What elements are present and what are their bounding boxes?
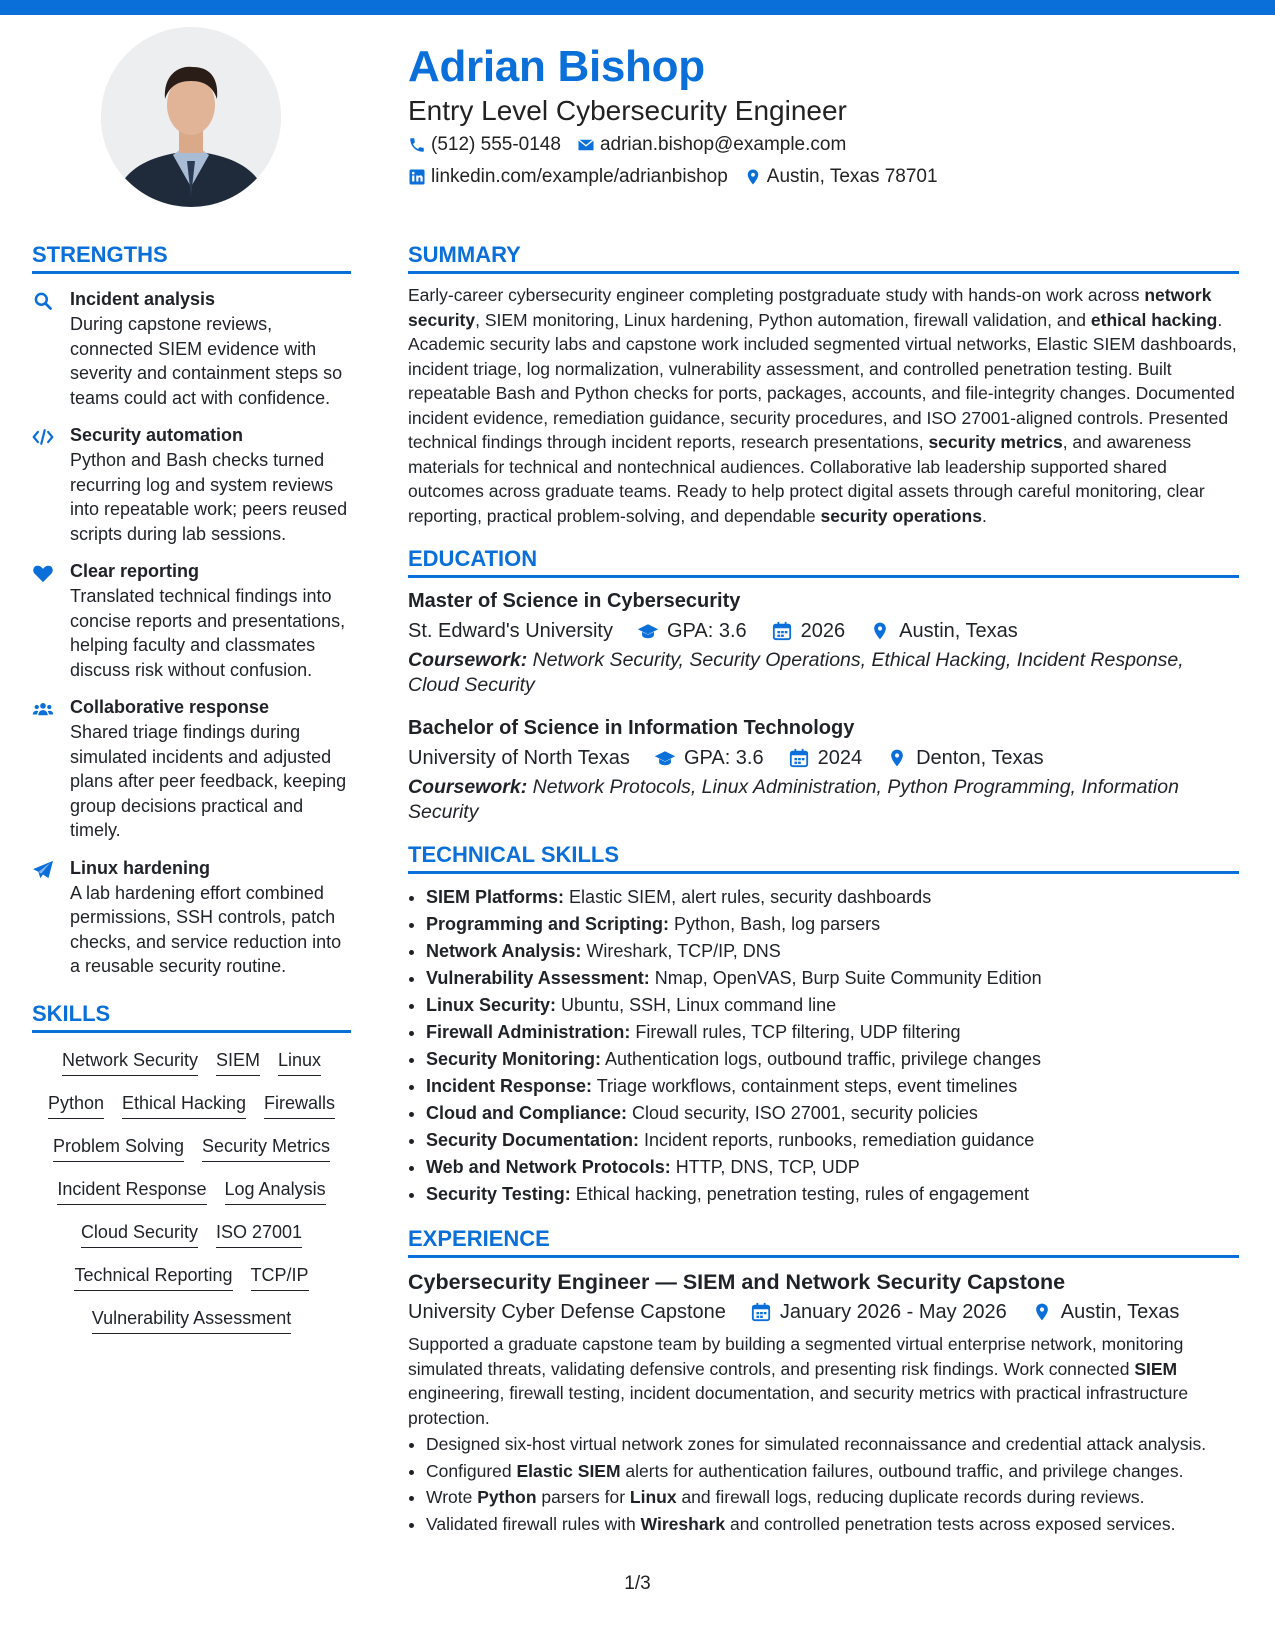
list-item: • Security Testing: Ethical hacking, penetration testing, rules of engagement (426, 1181, 1239, 1208)
list-item: • Cloud and Compliance: Cloud security, ISO 27001, security policies (426, 1100, 1239, 1127)
job-description: Supported a graduate capstone team by building a segmented virtual enterprise network, monitoring simulated threats, validating defensive controls, and presenting risk findings. Work connected SIEM engineering, firewall testing, incident documentation, and security metrics with practical infrastructure protection. (408, 1334, 1189, 1428)
skill-tag: Python (48, 1091, 104, 1119)
calendar-icon (750, 1302, 772, 1322)
list-item: • Wrote Python parsers for Linux and firewall logs, reducing duplicate records during reviews. (426, 1485, 1239, 1510)
graduation-cap-icon (637, 621, 659, 641)
list-item: • SIEM Platforms: Elastic SIEM, alert rules, security dashboards (426, 884, 1239, 911)
skill-tag: Problem Solving (53, 1134, 184, 1162)
skill-row (32, 1134, 351, 1162)
strength-desc: Shared triage findings during simulated incidents and adjusted plans after peer feedback, keeping group decisions practical and timely. (70, 722, 347, 840)
gpa: GPA: 3.6 (683, 747, 764, 769)
skill-tag: Technical Reporting (74, 1263, 232, 1291)
skill-tag: Network Security (62, 1048, 198, 1076)
skill-tag: Log Analysis (225, 1177, 326, 1205)
page-number: 1/3 (624, 1573, 651, 1594)
skill-tag: ISO 27001 (216, 1220, 302, 1248)
job-location: Austin, Texas (1060, 1301, 1180, 1323)
linkedin-icon (408, 168, 426, 186)
skill-tag: Vulnerability Assessment (92, 1306, 291, 1334)
list-item: • Firewall Administration: Firewall rules, TCP filtering, UDP filtering (426, 1019, 1239, 1046)
job-bullets (408, 1432, 1239, 1536)
skill-tag: Security Metrics (202, 1134, 330, 1162)
school-name: St. Edward's University (408, 620, 613, 642)
right-column (408, 242, 1239, 1536)
phone-text: (512) 555-0148 (431, 134, 561, 155)
skill-tag: Cloud Security (81, 1220, 198, 1248)
contact-row-1 (408, 134, 862, 156)
education-entry (408, 588, 1239, 697)
skill-row (32, 1048, 351, 1076)
education-meta (408, 618, 1239, 644)
graduation-cap-icon (654, 748, 676, 768)
school-name: University of North Texas (408, 747, 630, 769)
experience-heading: EXPERIENCE (408, 1226, 1239, 1258)
strength-title: Incident analysis (70, 289, 216, 309)
location-text: Austin, Texas 78701 (766, 166, 938, 187)
list-item: • Programming and Scripting: Python, Bash, log parsers (426, 911, 1239, 938)
calendar-icon (771, 621, 793, 641)
strength-item (32, 288, 351, 410)
location-item (744, 166, 938, 188)
skill-row (32, 1177, 351, 1205)
search-icon (32, 291, 54, 311)
linkedin-text[interactable]: linkedin.com/example/adrianbishop (431, 166, 728, 187)
left-column (32, 242, 351, 1334)
skills-heading: SKILLS (32, 1001, 351, 1033)
strength-desc: Python and Bash checks turned recurring log and system reviews into repeatable work; peers reused scripts during lab sessions. (70, 450, 348, 544)
technical-skills-section (408, 842, 1239, 1208)
list-item: • Vulnerability Assessment: Nmap, OpenVAS, Burp Suite Community Edition (426, 965, 1239, 992)
strength-title: Security automation (70, 425, 244, 445)
technical-skills-list (408, 884, 1239, 1208)
strength-item (32, 424, 351, 546)
list-item: • Web and Network Protocols: HTTP, DNS, TCP, UDP (426, 1154, 1239, 1181)
heart-icon (32, 563, 54, 583)
skill-tag: TCP/IP (251, 1263, 309, 1291)
job-meta (408, 1299, 1239, 1325)
education-entry (408, 715, 1239, 824)
strength-item (32, 696, 351, 843)
technical-skills-heading: TECHNICAL SKILLS (408, 842, 1239, 874)
list-item: • Configured Elastic SIEM alerts for authentication failures, outbound traffic, and privilege changes. (426, 1459, 1239, 1484)
graduation-year: 2024 (817, 747, 863, 769)
map-pin-icon (869, 621, 891, 641)
envelope-icon (577, 136, 595, 154)
candidate-name: Adrian Bishop (408, 42, 705, 91)
skill-row (32, 1263, 351, 1291)
candidate-role: Entry Level Cybersecurity Engineer (408, 95, 847, 126)
skill-tag: Linux (278, 1048, 321, 1076)
summary-heading: SUMMARY (408, 242, 1239, 274)
school-location: Denton, Texas (916, 747, 1044, 769)
education-section (408, 546, 1239, 824)
skill-tag: SIEM (216, 1048, 260, 1076)
strength-desc: Translated technical findings into concise reports and presentations, helping faculty and classmates discuss risk without confusion. (70, 586, 346, 680)
degree-title: Master of Science in Cybersecurity (408, 590, 741, 612)
skill-tag: Ethical Hacking (122, 1091, 246, 1119)
list-item: • Linux Security: Ubuntu, SSH, Linux command line (426, 992, 1239, 1019)
list-item: • Designed six-host virtual network zones for simulated reconnaissance and credential attack analysis. (426, 1432, 1239, 1457)
paper-plane-icon (32, 860, 54, 880)
skill-row (32, 1220, 351, 1248)
coursework-list: Network Protocols, Linux Administration, Python Programming, Information Security (408, 776, 1179, 823)
profile-photo (101, 27, 281, 207)
email-text[interactable]: adrian.bishop@example.com (599, 134, 847, 155)
list-item: • Network Analysis: Wireshark, TCP/IP, DNS (426, 938, 1239, 965)
strength-desc: During capstone reviews, connected SIEM evidence with severity and containment steps so teams could act with confidence. (70, 314, 343, 408)
code-icon (32, 427, 54, 447)
skill-row (32, 1091, 351, 1119)
strength-title: Collaborative response (70, 697, 270, 717)
calendar-icon (788, 748, 810, 768)
strength-title: Linux hardening (70, 857, 211, 878)
graduation-year: 2026 (800, 620, 846, 642)
contact-row-2 (408, 166, 954, 188)
strength-desc: A lab hardening effort combined permissions, SSH controls, patch checks, and service reduction into a reusable security routine. (70, 882, 342, 976)
job-dates: January 2026 - May 2026 (779, 1301, 1007, 1323)
top-accent-bar (0, 0, 1275, 15)
organization: University Cyber Defense Capstone (408, 1301, 726, 1323)
map-pin-icon (1031, 1302, 1053, 1322)
strength-item (32, 560, 351, 682)
gpa: GPA: 3.6 (667, 620, 747, 642)
strength-item (32, 857, 351, 979)
map-pin-icon (886, 748, 908, 768)
phone-item (408, 134, 561, 156)
list-item: • Security Monitoring: Authentication logs, outbound traffic, privilege changes (426, 1046, 1239, 1073)
phone-icon (408, 136, 426, 154)
experience-section (408, 1226, 1239, 1536)
job-title: Cybersecurity Engineer — SIEM and Network Security Capstone (408, 1270, 1066, 1294)
email-item[interactable] (577, 134, 846, 156)
education-meta (408, 745, 1239, 771)
strength-title: Clear reporting (70, 561, 200, 581)
skill-tag: Firewalls (264, 1091, 335, 1119)
coursework (408, 775, 1239, 824)
list-item: • Incident Response: Triage workflows, containment steps, event timelines (426, 1073, 1239, 1100)
list-item: • Security Documentation: Incident reports, runbooks, remediation guidance (426, 1127, 1239, 1154)
coursework-label: Coursework: (408, 649, 528, 671)
users-icon (32, 699, 54, 719)
map-pin-icon (744, 168, 762, 186)
skill-tag: Incident Response (57, 1177, 206, 1205)
linkedin-item[interactable] (408, 166, 728, 188)
education-heading: EDUCATION (408, 546, 1239, 578)
coursework-label: Coursework: (408, 776, 528, 798)
strengths-heading: STRENGTHS (32, 242, 351, 274)
coursework (408, 648, 1239, 697)
degree-title: Bachelor of Science in Information Technology (408, 717, 855, 739)
skill-row (32, 1306, 351, 1334)
list-item: • Validated firewall rules with Wireshark and controlled penetration tests across exposed services. (426, 1512, 1239, 1537)
summary-text: Early-career cybersecurity engineer completing postgraduate study with hands-on work across network security, SIEM monitoring, Linux hardening, Python automation, firewall validation, and ethical hacking. Academic security labs and capstone work included segmented virtual networks, Elastic SIEM dashboards, incident triage, log normalization, vulnerability assessment, and controlled penetration testing. Built repeatable Bash and Python checks for ports, packages, accounts, and file-integrity changes. Documented incident evidence, remediation guidance, security procedures, and ISO 27001-aligned controls. Presented technical findings through incident reports, research presentations, security metrics, and awareness materials for technical and nontechnical audiences. Collaborative lab leadership supported shared outcomes across graduate teams. Ready to help protect digital assets through careful monitoring, clear reporting, practical problem-solving, and dependable security operations. (408, 285, 1237, 526)
school-location: Austin, Texas (899, 620, 1018, 642)
coursework-list: Network Security, Security Operations, Ethical Hacking, Incident Response, Cloud Security (408, 649, 1184, 696)
